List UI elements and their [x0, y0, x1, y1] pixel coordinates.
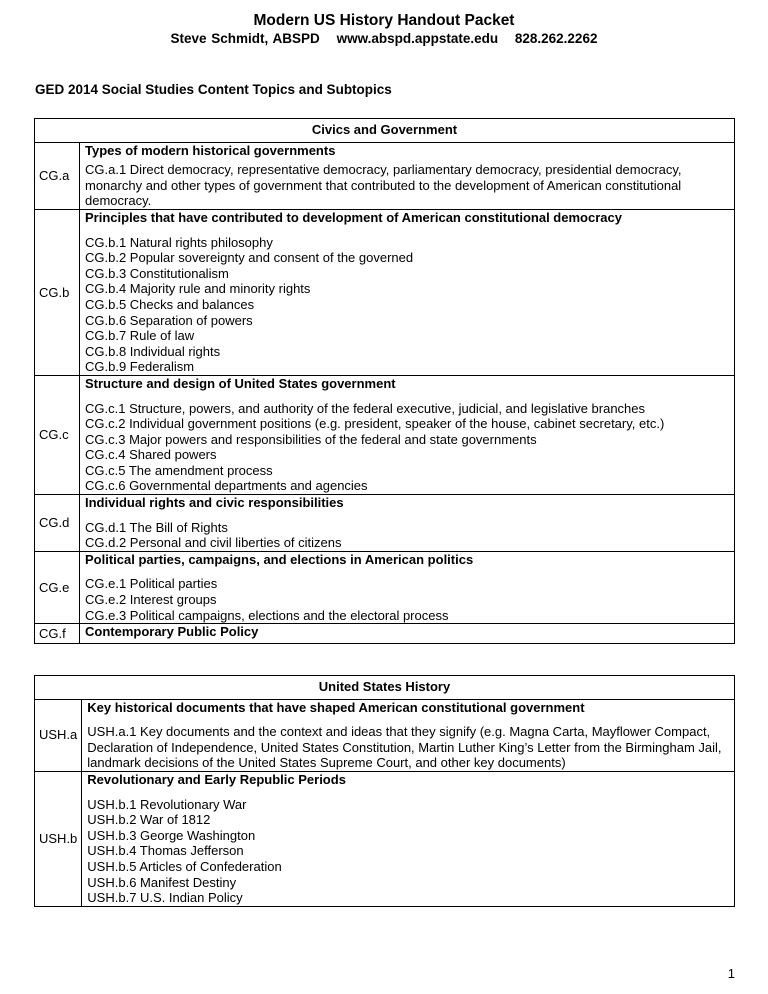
- topic-code: USH.b: [35, 771, 82, 906]
- list-item: CG.d.2 Personal and civil liberties of citizens: [85, 535, 342, 551]
- list-item: CG.b.9 Federalism: [85, 359, 195, 375]
- list-item: USH.b.7 U.S. Indian Policy: [87, 890, 243, 906]
- header-contact-line: [0, 31, 768, 46]
- list-item: CG.e.3 Political campaigns, elections and the electoral process: [85, 607, 449, 623]
- topic-title: Individual rights and civic responsibilities: [85, 495, 344, 511]
- author-name: Steve Schmidt, ABSPD: [170, 31, 320, 46]
- table-row: [35, 142, 735, 209]
- list-item: CG.c.6 Governmental departments and agencies: [85, 478, 368, 494]
- topic-title: Political parties, campaigns, and elections in American politics: [85, 551, 474, 567]
- topic-title: Revolutionary and Early Republic Periods: [87, 771, 346, 787]
- list-item: CG.b.5 Checks and balances: [85, 296, 255, 312]
- list-item: USH.b.4 Thomas Jefferson: [87, 843, 244, 859]
- topic-title: Types of modern historical governments: [85, 142, 336, 158]
- table-row: [35, 375, 735, 494]
- table-row: [35, 495, 735, 552]
- civics-heading: Civics and Government: [35, 119, 735, 143]
- list-item: CG.b.6 Separation of powers: [85, 312, 253, 328]
- topic-code: CG.e: [35, 551, 80, 623]
- list-item: CG.a.1 Direct democracy, representative democracy, parliamentary democracy, presidential democracy, monarchy and other types of government that contributed to the development of American constitutional democracy.: [85, 162, 682, 209]
- list-item: CG.b.4 Majority rule and minority rights: [85, 281, 311, 297]
- list-item: CG.b.7 Rule of law: [85, 328, 195, 344]
- table-row: [35, 771, 735, 906]
- list-item: CG.d.1 The Bill of Rights: [85, 519, 228, 535]
- handout-title: Modern US History Handout Packet: [253, 12, 515, 29]
- topic-title: Structure and design of United States government: [85, 375, 396, 391]
- list-item: CG.c.5 The amendment process: [85, 462, 273, 478]
- list-item: USH.b.1 Revolutionary War: [87, 796, 247, 812]
- list-item: USH.a.1 Key documents and the context and ideas that they signify (e.g. Magna Carta, Mayflower Compact, Declaration of Independence, United States Constitution, Martin Luther King’s Letter from the Birmingham Jail, landmark decisions of the United States Supreme Court, and other key documents): [87, 724, 722, 771]
- topic-code: CG.c: [35, 375, 80, 494]
- topic-code: USH.a: [35, 699, 82, 771]
- topic-cell: [80, 142, 735, 209]
- list-item: CG.b.1 Natural rights philosophy: [85, 234, 273, 250]
- page-number: 1: [727, 966, 735, 981]
- list-item: CG.b.8 Individual rights: [85, 343, 221, 359]
- list-item: USH.b.6 Manifest Destiny: [87, 874, 237, 890]
- phone-number: 828.262.2262: [514, 31, 598, 46]
- table-row: [35, 699, 735, 771]
- topic-code: CG.f: [35, 624, 80, 644]
- table-row: [35, 209, 735, 375]
- topic-cell: [80, 624, 735, 644]
- topic-cell: [80, 375, 735, 494]
- list-item: CG.c.3 Major powers and responsibilities of the federal and state governments: [85, 431, 537, 447]
- list-item: CG.c.4 Shared powers: [85, 447, 217, 463]
- topic-title: Key historical documents that have shaped American constitutional government: [87, 699, 585, 715]
- table-row: [35, 551, 735, 623]
- list-item: USH.b.5 Articles of Confederation: [87, 858, 282, 874]
- list-item: CG.e.2 Interest groups: [85, 592, 217, 608]
- us-history-heading: United States History: [35, 676, 735, 700]
- topic-title: Principles that have contributed to development of American constitutional democracy: [85, 209, 622, 225]
- civics-table: [34, 118, 735, 644]
- table-row: [35, 624, 735, 644]
- topic-cell: [80, 551, 735, 623]
- website-text: www.abspd.appstate.edu: [336, 31, 499, 46]
- topic-cell: [82, 771, 735, 906]
- list-item: CG.c.1 Structure, powers, and authority of the federal executive, judicial, and legislative branches: [85, 400, 646, 416]
- topic-code: CG.b: [35, 209, 80, 375]
- list-item: USH.b.2 War of 1812: [87, 812, 211, 828]
- document-title: GED 2014 Social Studies Content Topics and Subtopics: [35, 82, 392, 97]
- list-item: CG.b.2 Popular sovereignty and consent of the governed: [85, 250, 414, 266]
- topic-cell: [82, 699, 735, 771]
- list-item: CG.c.2 Individual government positions (e.g. president, speaker of the house, cabinet secretary, etc.): [85, 416, 665, 432]
- topic-cell: [80, 209, 735, 375]
- topic-title: Contemporary Public Policy: [85, 624, 259, 640]
- us-history-table: [34, 675, 735, 907]
- topic-code: CG.a: [35, 142, 80, 209]
- topic-cell: [80, 495, 735, 552]
- list-item: CG.e.1 Political parties: [85, 576, 218, 592]
- topic-code: CG.d: [35, 495, 80, 552]
- list-item: USH.b.3 George Washington: [87, 827, 256, 843]
- list-item: CG.b.3 Constitutionalism: [85, 265, 229, 281]
